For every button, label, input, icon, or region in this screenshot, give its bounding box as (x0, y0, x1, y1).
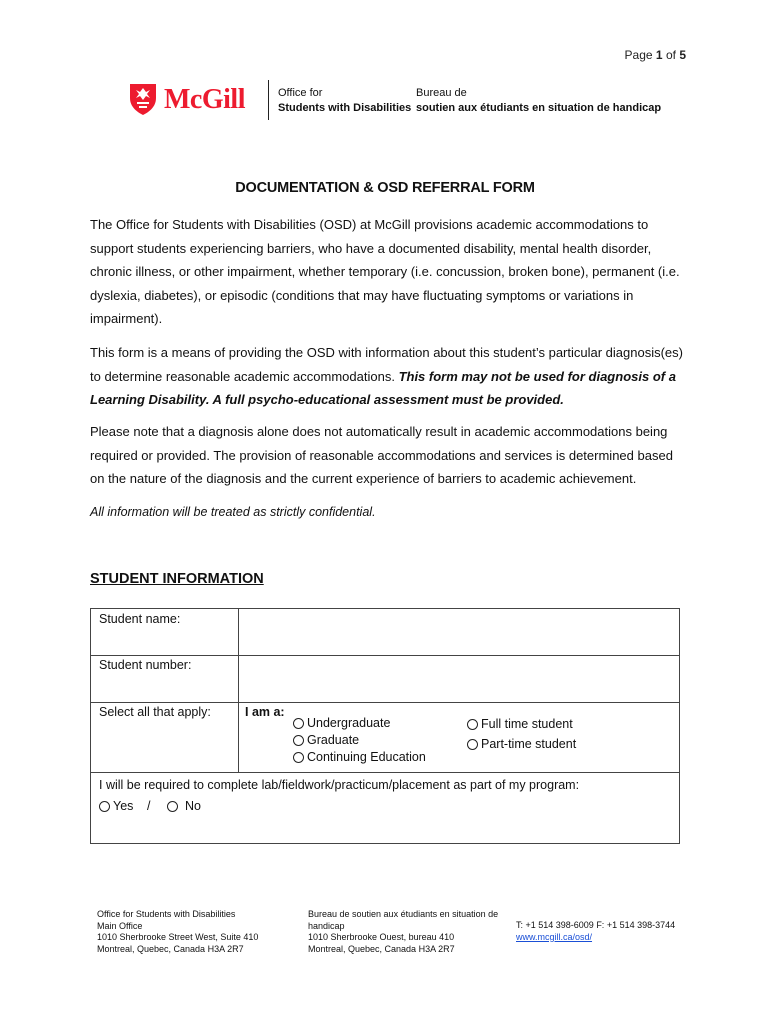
placement-yes-option[interactable] (99, 799, 133, 813)
option-label: Full time student (481, 717, 573, 731)
table-row-divider (91, 772, 679, 773)
footer-line: Main Office (97, 920, 143, 931)
mcgill-logo (128, 80, 688, 122)
intro-p2-text: This form is a means of providing the OSD with information about this student’s particular diagnosis(es) to determine reasonable academic accommodations. (90, 345, 683, 384)
page-label: Page (624, 48, 653, 62)
student-info-table (90, 608, 680, 844)
select-all-label: Select all that apply: (99, 705, 211, 719)
footer-line: Office for Students with Disabilities (97, 909, 236, 919)
option-label: Part-time student (481, 737, 577, 751)
footer-address-en (97, 909, 297, 955)
footer-address-fr (308, 909, 508, 955)
section-heading-student-info: STUDENT INFORMATION (90, 571, 264, 587)
footer-line: Montreal, Quebec, Canada H3A 2R7 (97, 943, 244, 954)
footer-line: Bureau de soutien aux étudiants en situation de (308, 909, 499, 919)
radio-circle-icon[interactable] (293, 752, 304, 763)
footer-line: 1010 Sherbrooke Ouest, bureau 410 (308, 932, 455, 942)
footer-line: Montreal, Quebec, Canada H3A 2R7 (308, 943, 455, 954)
radio-circle-icon[interactable] (167, 801, 178, 812)
footer-phone: T: +1 514 398-6009 F: +1 514 398-3744 (516, 920, 676, 930)
table-row-divider (91, 702, 679, 703)
footer-line: handicap (308, 920, 345, 931)
footer-website-link[interactable]: www.mcgill.ca/osd/ (516, 931, 593, 942)
intro-paragraph-1: The Office for Students with Disabilities (OSD) at McGill provisions academic accommodations to support students experiencing barriers, who have a documented disability, mental health disorder, chronic illness, or other impairment, whether temporary (i.e. concussion, broken bone), permanent (i.e. dyslexia, diabetes), or episodic (conditions that may have fluctuating symptoms or variations in impairment). (90, 217, 680, 326)
page-number (625, 48, 686, 62)
intro-paragraph-2 (90, 341, 688, 412)
intro-p2-emphasis: This form may not be used for diagnosis of a Learning Disability. A full psycho-educational assessment must be provided. (90, 368, 676, 407)
radio-circle-icon[interactable] (467, 739, 478, 750)
radio-circle-icon[interactable] (293, 718, 304, 729)
footer-contact (516, 920, 716, 943)
footer-line: 1010 Sherbrooke Street West, Suite 410 (97, 932, 259, 942)
no-label: No (185, 799, 201, 813)
page-current: 1 (655, 48, 663, 62)
student-number-field[interactable] (240, 657, 678, 701)
logo-divider (268, 80, 269, 120)
page-of: of (665, 48, 676, 62)
intro-paragraph-3: Please note that a diagnosis alone does not automatically result in academic accommodations being required or provided. The provision of reasonable accommodations and services is determined based on the nature of the diagnosis and the current experience of barriers to academic achievement. (90, 424, 673, 486)
radio-circle-icon[interactable] (293, 735, 304, 746)
unit-en-line2: Students with Disabilities (278, 102, 412, 114)
mcgill-wordmark: McGill (164, 84, 245, 115)
placement-separator (147, 799, 150, 813)
table-column-divider (238, 609, 239, 772)
option-label: Graduate (307, 733, 360, 747)
table-row-divider (91, 655, 679, 656)
student-name-field[interactable] (240, 610, 678, 654)
option-full-time[interactable] (467, 717, 573, 731)
page-total: 5 (679, 48, 686, 62)
option-graduate[interactable] (293, 733, 359, 747)
placement-no-option[interactable] (167, 799, 201, 813)
i-am-label: I am a: (245, 705, 285, 719)
option-part-time[interactable] (467, 737, 576, 751)
option-continuing-education[interactable] (293, 750, 426, 764)
option-label: Undergraduate (307, 716, 391, 730)
unit-fr-line2: soutien aux étudiants en situation de handicap (416, 102, 662, 114)
unit-fr-line1: Bureau de (416, 87, 467, 99)
student-name-label: Student name: (99, 612, 181, 626)
mcgill-crest-icon (128, 82, 158, 116)
unit-name-fr (416, 86, 661, 116)
option-label: Continuing Education (307, 750, 426, 764)
radio-circle-icon[interactable] (99, 801, 110, 812)
yes-label: Yes (113, 799, 134, 813)
radio-circle-icon[interactable] (467, 719, 478, 730)
confidentiality-note: All information will be treated as strictly confidential. (90, 505, 376, 519)
form-title: DOCUMENTATION & OSD REFERRAL FORM (235, 180, 535, 196)
placement-question: I will be required to complete lab/fieldwork/practicum/placement as part of my program: (99, 778, 580, 792)
separator-text: / (147, 799, 151, 813)
unit-name-en (278, 86, 411, 116)
unit-en-line1: Office for (278, 87, 323, 99)
option-undergraduate[interactable] (293, 716, 390, 730)
student-number-label: Student number: (99, 658, 192, 672)
